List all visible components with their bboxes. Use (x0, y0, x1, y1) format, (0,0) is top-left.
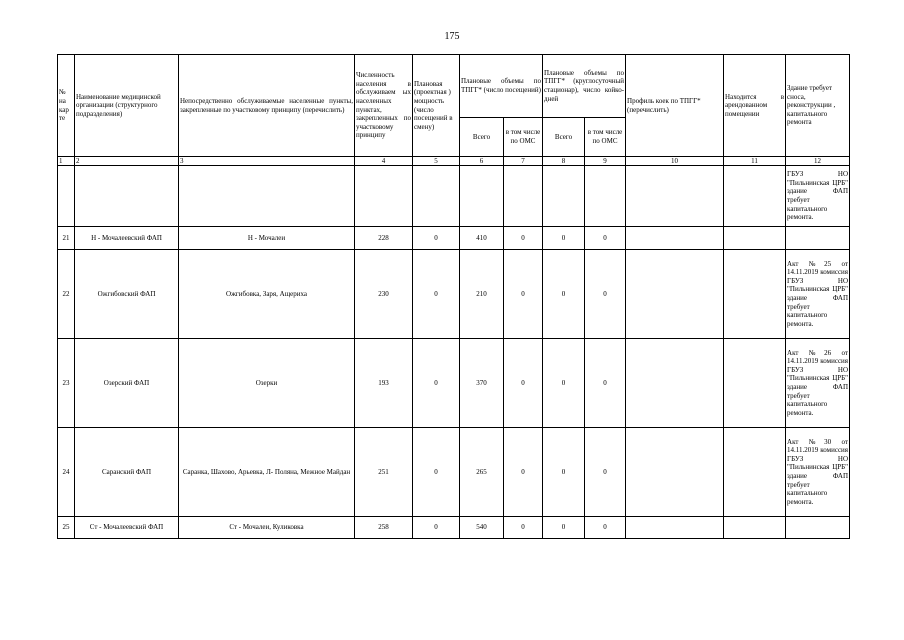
column-numbers-row (58, 157, 850, 166)
population-cell: 230 (355, 250, 413, 339)
visits-oms-cell: 0 (504, 339, 543, 428)
column-number: 6 (460, 157, 504, 166)
settlements-cell: Саранка, Шахово, Арьевка, Л- Поляна, Межное Майдан (179, 428, 355, 517)
table-row (58, 339, 850, 428)
table-row (58, 227, 850, 250)
column-number: 4 (355, 157, 413, 166)
row-number-cell: 24 (58, 428, 75, 517)
beds-total-cell: 0 (543, 227, 585, 250)
repair-note-cell (786, 227, 850, 250)
column-number: 8 (543, 157, 585, 166)
bed-profile-cell (626, 227, 724, 250)
header-beds-total: Всего (543, 118, 585, 157)
row-number-cell: 23 (58, 339, 75, 428)
visits-total-cell: 540 (460, 517, 504, 539)
table-row (58, 166, 850, 227)
bed-profile-cell (626, 339, 724, 428)
capacity-cell: 0 (413, 517, 460, 539)
header-population: Численность населения в обслуживаем ых населенных пунктах, закрепленных по участковому принципу (355, 55, 413, 157)
beds-oms-cell: 0 (585, 517, 626, 539)
capacity-cell: 0 (413, 339, 460, 428)
beds-oms-cell (585, 166, 626, 227)
bed-profile-cell (626, 250, 724, 339)
rented-cell (724, 227, 786, 250)
settlements-cell: Н - Мочалеи (179, 227, 355, 250)
population-cell: 258 (355, 517, 413, 539)
visits-total-cell (460, 166, 504, 227)
visits-oms-cell (504, 166, 543, 227)
column-number: 11 (724, 157, 786, 166)
header-visits-plan: Плановые объемы по ТПГГ* (число посещений) (460, 55, 543, 118)
repair-note-cell: Акт №25 от 14.11.2019 комиссия ГБУЗ НО "Пильнинская ЦРБ" здание ФАП требует капитального ремонта. (786, 250, 850, 339)
population-cell: 251 (355, 428, 413, 517)
beds-total-cell: 0 (543, 428, 585, 517)
beds-oms-cell: 0 (585, 227, 626, 250)
facilities-table (57, 54, 850, 539)
visits-oms-cell: 0 (504, 227, 543, 250)
visits-oms-cell: 0 (504, 517, 543, 539)
visits-total-cell: 410 (460, 227, 504, 250)
column-number: 5 (413, 157, 460, 166)
visits-total-cell: 265 (460, 428, 504, 517)
population-cell: 193 (355, 339, 413, 428)
beds-total-cell (543, 166, 585, 227)
header-visits-total: Всего (460, 118, 504, 157)
row-number-cell: 25 (58, 517, 75, 539)
table-row (58, 428, 850, 517)
capacity-cell (413, 166, 460, 227)
header-map-number: № на кар те (58, 55, 75, 157)
bed-profile-cell (626, 166, 724, 227)
header-row (58, 55, 850, 118)
row-number-cell: 22 (58, 250, 75, 339)
rented-cell (724, 250, 786, 339)
organization-name-cell: Озерский ФАП (75, 339, 179, 428)
column-number: 7 (504, 157, 543, 166)
row-number-cell (58, 166, 75, 227)
visits-oms-cell: 0 (504, 250, 543, 339)
column-number: 1 (58, 157, 75, 166)
header-repair: Здание требует сноса, реконструкции , капитального ремонта (786, 55, 850, 157)
column-number: 2 (75, 157, 179, 166)
population-cell (355, 166, 413, 227)
bed-profile-cell (626, 428, 724, 517)
capacity-cell: 0 (413, 428, 460, 517)
column-number: 9 (585, 157, 626, 166)
organization-name-cell: Ожгибовский ФАП (75, 250, 179, 339)
column-number: 12 (786, 157, 850, 166)
capacity-cell: 0 (413, 250, 460, 339)
settlements-cell (179, 166, 355, 227)
rented-cell (724, 517, 786, 539)
settlements-cell: Озерки (179, 339, 355, 428)
header-beds-oms: в том числе по ОМС (585, 118, 626, 157)
header-rented: Находится в арендованном помещении (724, 55, 786, 157)
beds-total-cell: 0 (543, 339, 585, 428)
table-row (58, 517, 850, 539)
repair-note-cell (786, 517, 850, 539)
rented-cell (724, 428, 786, 517)
rented-cell (724, 339, 786, 428)
visits-total-cell: 210 (460, 250, 504, 339)
repair-note-cell: Акт №30 от 14.11.2019 комиссия ГБУЗ НО "Пильнинская ЦРБ" здание ФАП требует капитального ремонта. (786, 428, 850, 517)
repair-note-cell: ГБУЗ НО "Пильнинская ЦРБ" здание ФАП требует капитального ремонта. (786, 166, 850, 227)
organization-name-cell: Н - Мочалеевский ФАП (75, 227, 179, 250)
header-visits-oms: в том числе по ОМС (504, 118, 543, 157)
visits-oms-cell: 0 (504, 428, 543, 517)
beds-total-cell: 0 (543, 517, 585, 539)
settlements-cell: Ст - Мочалеи, Куликовка (179, 517, 355, 539)
beds-total-cell: 0 (543, 250, 585, 339)
header-beds-plan: Плановые объемы по ТПГГ* (круглосуточный стационар), число койко-дней (543, 55, 626, 118)
header-bed-profile: Профиль коек по ТПГГ* (перечислить) (626, 55, 724, 157)
organization-name-cell (75, 166, 179, 227)
header-capacity: Плановая (проектная ) мощность (число посещений в смену) (413, 55, 460, 157)
repair-note-cell: Акт №26 от 14.11.2019 комиссия ГБУЗ НО "Пильнинская ЦРБ" здание ФАП требует капитального ремонта. (786, 339, 850, 428)
column-number: 3 (179, 157, 355, 166)
beds-oms-cell: 0 (585, 428, 626, 517)
visits-total-cell: 370 (460, 339, 504, 428)
organization-name-cell: Ст - Мочалеевский ФАП (75, 517, 179, 539)
rented-cell (724, 166, 786, 227)
row-number-cell: 21 (58, 227, 75, 250)
capacity-cell: 0 (413, 227, 460, 250)
page-number: 175 (444, 31, 460, 42)
organization-name-cell: Саранский ФАП (75, 428, 179, 517)
beds-oms-cell: 0 (585, 339, 626, 428)
column-number: 10 (626, 157, 724, 166)
header-settlements: Непосредственно обслуживаемые населенные пункты, закрепленные по участковому принципу (перечислить) (179, 55, 355, 157)
bed-profile-cell (626, 517, 724, 539)
header-organization: Наименование медицинской организации (структурного подразделения) (75, 55, 179, 157)
table-row (58, 250, 850, 339)
settlements-cell: Ожгибовка, Заря, Ащериха (179, 250, 355, 339)
population-cell: 228 (355, 227, 413, 250)
beds-oms-cell: 0 (585, 250, 626, 339)
